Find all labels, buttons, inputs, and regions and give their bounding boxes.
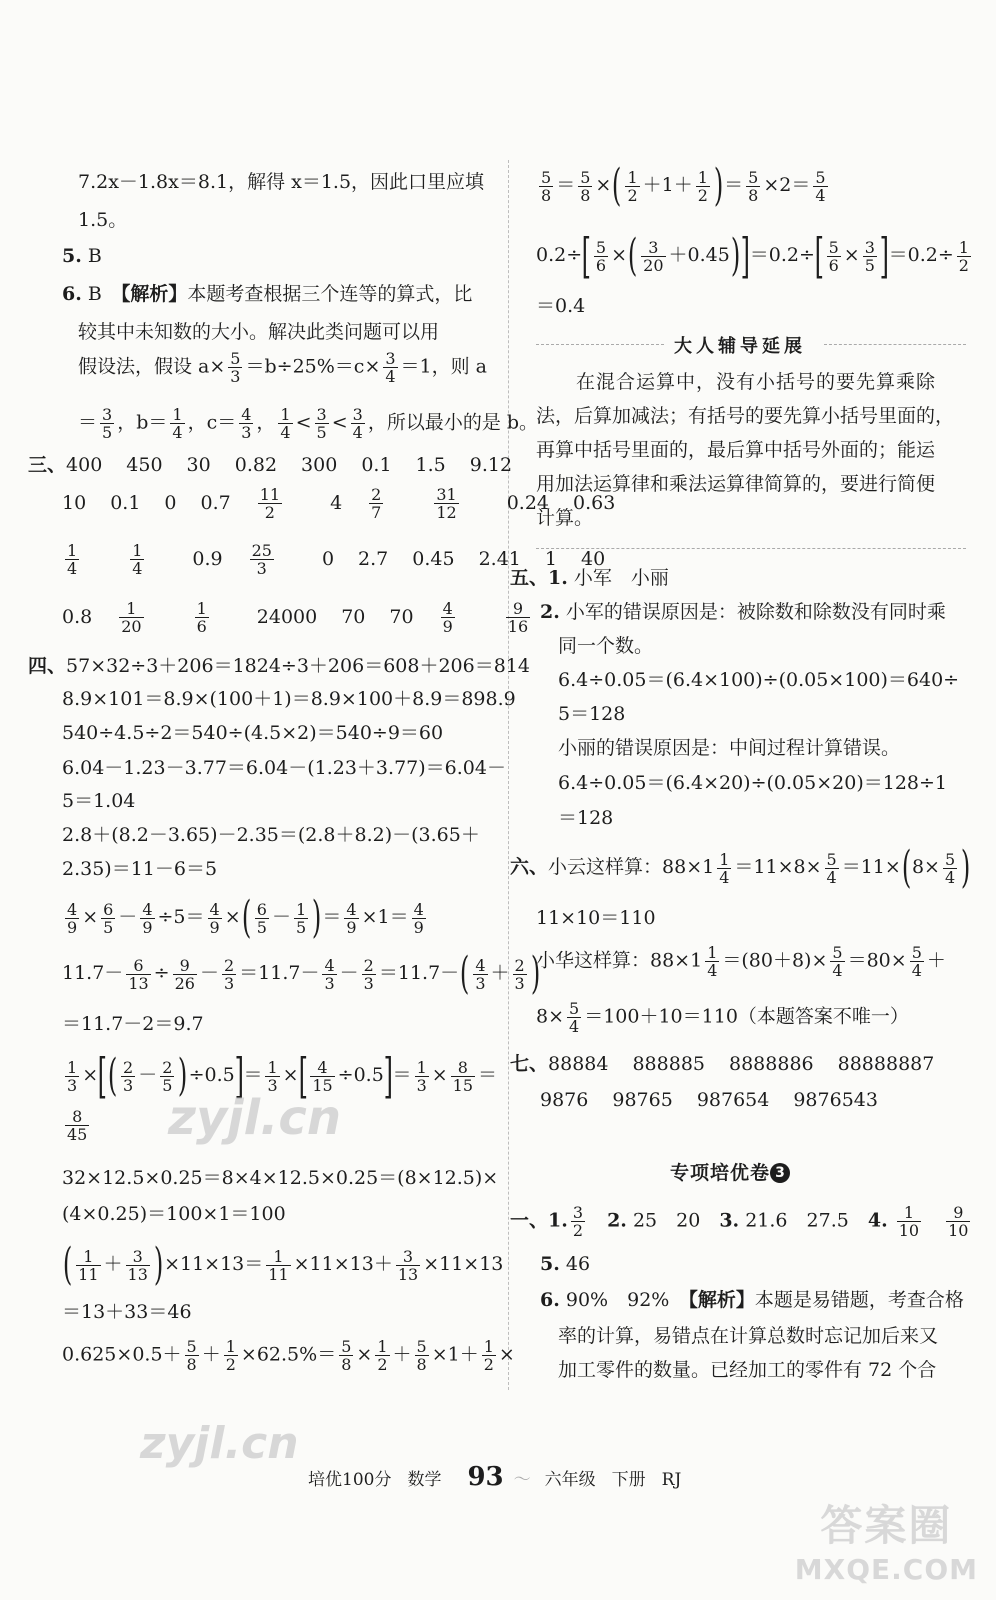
fraction: $\frac{5}{4}$ <box>911 943 922 980</box>
box-rule-right <box>824 344 966 345</box>
value: 0.24 <box>506 491 550 514</box>
fraction: $\frac{8}{45}$ <box>67 1107 88 1144</box>
analysis-text: ＝ <box>78 411 98 434</box>
fraction: $\frac{5}{4}$ <box>815 167 826 205</box>
corner-watermark-logo <box>795 1493 978 1586</box>
answer-line <box>558 736 900 760</box>
equation: 2.35)＝11－6＝5 <box>62 858 218 880</box>
fraction: $\frac{4}{3}$ <box>241 405 252 442</box>
equation-line <box>62 823 480 847</box>
section-3-row <box>62 600 578 635</box>
value: 0.1 <box>361 454 392 476</box>
fraction: $\frac{5}{6}$ <box>828 237 839 275</box>
footer-grade: 六年级 <box>544 1470 596 1490</box>
fraction: $\frac{2}{3}$ <box>514 955 525 993</box>
equation: 小华这样算：88×1 <box>536 949 703 972</box>
fraction: $\frac{31}{12}$ <box>436 485 457 522</box>
question-number: 2. <box>607 1209 627 1232</box>
footer-term: 下册 <box>611 1470 646 1490</box>
fraction-equation: ( $\frac{1}{11}$ ＋ $\frac{3}{13}$ )×11×13＝ $\frac{1}{11}$ ×11×13＋ $\frac{3}{13}$ ×11×13 <box>62 1239 504 1290</box>
answer-text: 7.2x－1.8x＝8.1，解得 x＝1.5，因此口里应填 <box>78 171 485 193</box>
equation: ＝100＋10＝110（本题答案不唯一） <box>584 1005 909 1028</box>
fraction: $\frac{1}{4}$ <box>707 943 718 980</box>
analysis-tag: 【解析】 <box>688 1289 755 1311</box>
fraction: $\frac{3}{5}$ <box>316 405 327 442</box>
value: 2.7 <box>358 547 389 570</box>
value: 1.5 <box>415 454 446 476</box>
value: 400 <box>66 454 103 476</box>
fraction: $\frac{1}{20}$ <box>121 599 142 636</box>
value: 2.41 <box>478 547 521 570</box>
fraction: $\frac{1}{11}$ <box>268 1246 289 1284</box>
value: 300 <box>301 454 338 476</box>
value: 0 <box>321 547 335 570</box>
question-number: 6. <box>540 1289 560 1311</box>
analysis-line: ＝ $\frac{3}{5}$ ，b＝ $\frac{1}{4}$ ，c＝ $\frac{4}{3}$ ， $\frac{1}{4}$ < $\frac{3}{5}$ < $\frac{3}{4}$ ，所以最小的是 b。 <box>78 405 539 442</box>
section-6-line: 六、小云这样算：88×1 $\frac{1}{4}$ ＝11×8× $\frac{5}{4}$ ＝11×(8× $\frac{5}{4}$ ) <box>510 842 971 893</box>
analysis-text: ，所以最小的是 b。 <box>367 411 539 434</box>
equation-line <box>62 857 217 881</box>
wave-icon: 〜 <box>513 1470 531 1490</box>
equation-line <box>558 806 613 830</box>
question-number: 5. <box>62 245 82 267</box>
fraction: $\frac{1}{6}$ <box>196 599 207 636</box>
question-number: 1. <box>548 567 568 589</box>
tip-line: 计算。 <box>536 507 594 529</box>
equation-line <box>536 906 656 930</box>
fraction: $\frac{6}{13}$ <box>128 955 149 993</box>
tip-line: 用加法运算律和乘法运算律简算的，要进行简便 <box>536 473 936 495</box>
fraction: $\frac{9}{26}$ <box>174 955 195 993</box>
value: 0.63 <box>573 491 616 514</box>
footer-brand: 培优100分 <box>308 1470 392 1490</box>
fraction-equation: $\frac{1}{3}$ ×[( $\frac{2}{3}$ － $\frac{2}{5}$ )÷0.5]＝ $\frac{1}{3}$ ×[ $\frac{4}{15}$ ÷0.5]＝ $\frac{1}{3}$ × $\frac{8}{15}$ ＝ <box>67 1048 498 1104</box>
fraction: $\frac{4}{3}$ <box>324 955 335 993</box>
fraction: $\frac{4}{3}$ <box>475 955 486 993</box>
equation-line <box>62 721 443 745</box>
fraction-equation: 8× $\frac{5}{4}$ ＝100＋10＝110（本题答案不唯一） <box>536 999 909 1036</box>
section-5-line <box>510 566 669 590</box>
section-7-row <box>540 1088 902 1112</box>
section-label: 五、 <box>510 567 549 589</box>
fraction: $\frac{2}{3}$ <box>223 955 235 993</box>
equation: 5＝1.04 <box>62 790 136 812</box>
fraction: $\frac{9}{16}$ <box>507 599 529 636</box>
answer-line <box>540 600 946 624</box>
answer-text: 46 <box>559 1253 591 1275</box>
value: 9876 <box>540 1089 589 1111</box>
fraction: $\frac{3}{13}$ <box>397 1246 419 1284</box>
section-number-badge: 3 <box>770 1163 790 1183</box>
question-number: 5. <box>540 1253 560 1275</box>
fraction: $\frac{5}{6}$ <box>595 237 607 275</box>
fraction: $\frac{3}{5}$ <box>102 405 113 442</box>
value: 9876543 <box>793 1089 878 1111</box>
equation-line <box>558 702 625 726</box>
fraction: $\frac{1}{3}$ <box>67 1057 78 1095</box>
value: 70 <box>389 605 414 628</box>
equation: 小云这样算：88×1 <box>548 856 715 878</box>
fraction: $\frac{5}{4}$ <box>944 849 956 887</box>
equation: 57×32÷3＋206＝1824÷3＋206＝608＋206＝814 <box>66 655 530 677</box>
fraction: $\frac{2}{5}$ <box>162 1057 173 1095</box>
analysis-text: 本题是易错题，考查合格 <box>754 1289 964 1311</box>
fraction: $\frac{1}{10}$ <box>898 1203 920 1240</box>
equation-line <box>62 756 506 780</box>
value: 4 <box>330 491 343 514</box>
equation-line <box>536 294 585 318</box>
fraction: $\frac{2}{7}$ <box>371 485 382 522</box>
fraction: $\frac{3}{2}$ <box>572 1203 584 1240</box>
answer-5 <box>62 244 102 268</box>
fraction: $\frac{5}{3}$ <box>230 349 241 386</box>
fraction: $\frac{1}{4}$ <box>719 849 730 887</box>
value: 88888887 <box>837 1053 935 1075</box>
value: 0.8 <box>62 605 93 628</box>
fraction: $\frac{5}{4}$ <box>569 999 580 1036</box>
value: 0.7 <box>200 491 231 514</box>
tip-text <box>536 506 593 530</box>
equation: 6.4÷0.05＝(6.4×100)÷(0.05×100)＝640÷ <box>558 669 960 691</box>
answer-6 <box>540 1288 964 1312</box>
fraction: $\frac{3}{13}$ <box>127 1246 148 1284</box>
fraction: $\frac{5}{8}$ <box>416 1337 427 1374</box>
fraction-equation: $\frac{4}{9}$ × $\frac{6}{5}$ － $\frac{4}{9}$ ÷5＝ $\frac{4}{9}$ ×( $\frac{6}{5}$ － $\frac{1}{5}$ )＝ $\frac{4}{9}$ ×1＝ $\frac{4}{9}$ <box>67 892 424 943</box>
fraction: $\frac{1}{3}$ <box>416 1057 427 1095</box>
section-heading-text: 专项培优卷 <box>670 1162 771 1184</box>
equation-line <box>62 789 135 813</box>
fraction: $\frac{4}{9}$ <box>413 899 424 937</box>
fraction: $\frac{4}{9}$ <box>142 899 153 937</box>
analysis-text: ＝1，则 a <box>400 355 488 378</box>
equation: 11×10＝110 <box>536 907 656 929</box>
fraction: $\frac{2}{3}$ <box>123 1057 134 1095</box>
analysis-tag: 【解析】 <box>120 283 188 305</box>
value: 98765 <box>612 1089 673 1111</box>
fraction: $\frac{4}{9}$ <box>346 899 357 937</box>
equation: ＝13＋33＝46 <box>62 1301 192 1323</box>
value: 450 <box>126 454 163 476</box>
analysis-line <box>78 320 439 344</box>
box-rule-bottom <box>536 548 966 549</box>
watermark: zyjl.cn <box>140 1418 299 1469</box>
fraction: $\frac{3}{4}$ <box>385 349 396 386</box>
tip-text <box>536 472 935 496</box>
watermark-text: MXQE.COM <box>794 1553 978 1586</box>
section-label: 七、 <box>510 1053 549 1075</box>
equation: 0.625×0.5＋ <box>62 1343 182 1366</box>
answer-line <box>78 170 484 194</box>
answer-text: 同一个数。 <box>558 635 654 657</box>
equation: ＝11.7－2＝9.7 <box>62 1013 204 1035</box>
fraction: $\frac{3}{20}$ <box>643 237 664 275</box>
fraction: $\frac{1}{2}$ <box>225 1337 236 1374</box>
section-7-row <box>510 1052 958 1076</box>
answer-text: 21.6 27.5 <box>739 1209 849 1232</box>
answer-line <box>558 634 653 658</box>
equation: ＝128 <box>558 807 614 829</box>
question-number: 1. <box>548 1209 568 1232</box>
value: 40 <box>580 547 606 570</box>
page-number: 93 <box>467 1462 504 1492</box>
fraction: $\frac{6}{5}$ <box>256 899 267 937</box>
value: 0 <box>164 491 177 514</box>
fraction: $\frac{1}{5}$ <box>296 899 307 937</box>
answer-text: 90% 92% <box>559 1289 689 1311</box>
equation-line <box>62 1300 192 1324</box>
section-label: 三、 <box>28 454 67 476</box>
watermark: zyjl.cn <box>168 1090 341 1146</box>
analysis-text: ，b＝ <box>117 411 168 434</box>
question-number: 2. <box>540 601 560 623</box>
fraction: $\frac{1}{2}$ <box>697 167 708 205</box>
section-label: 四、 <box>28 655 67 677</box>
fraction: $\frac{4}{9}$ <box>442 599 453 636</box>
answer-text: 1.5。 <box>78 209 128 231</box>
fraction: $\frac{3}{5}$ <box>864 237 875 275</box>
section-3-row <box>28 453 536 477</box>
value: 1 <box>544 547 557 570</box>
question-number: 4. <box>867 1209 888 1232</box>
answer-6 <box>62 282 472 306</box>
answer-text: 25 20 <box>626 1209 701 1232</box>
section-label: 六、 <box>510 856 549 878</box>
fraction: $\frac{1}{2}$ <box>483 1337 494 1374</box>
fraction: $\frac{1}{4}$ <box>172 405 183 442</box>
fraction-equation: 11.7－ $\frac{6}{13}$ ÷ $\frac{9}{26}$ － $\frac{2}{3}$ ＝11.7－ $\frac{4}{3}$ － $\frac{2}{3}$ ＝11.7－( $\frac{4}{3}$ ＋ $\frac{2}{3}$ ) <box>62 948 541 999</box>
equation-line <box>62 687 516 711</box>
column-divider <box>508 160 509 1390</box>
analysis-line <box>558 1324 938 1348</box>
fraction: $\frac{1}{2}$ <box>627 167 638 205</box>
answer-text: 小军的错误原因是：被除数和除数没有同时乘 <box>559 601 946 623</box>
answer-5 <box>540 1252 590 1276</box>
fraction: $\frac{1}{4}$ <box>280 405 291 442</box>
equation: 2.8＋(8.2－3.65)－2.35＝(2.8＋8.2)－(3.65＋ <box>62 824 480 846</box>
equation-line <box>62 1166 498 1190</box>
fraction-equation: $\frac{5}{8}$ ＝ $\frac{5}{8}$ ×( $\frac{1}{2}$ ＋1＋ $\frac{1}{2}$ )＝ $\frac{5}{8}$ ×2＝ $\frac{5}{4}$ <box>541 160 826 211</box>
question-number: 6. <box>62 283 82 305</box>
box-rule-left <box>536 344 664 345</box>
equation: ＝0.4 <box>536 295 586 317</box>
fraction-equation: 小华这样算：88×1 $\frac{1}{4}$ ＝(80＋8)× $\frac{5}{4}$ ＝80× $\frac{5}{4}$ ＋ <box>536 943 946 980</box>
fraction: $\frac{1}{11}$ <box>78 1246 99 1284</box>
tip-line: 法，后算加减法；有括号的要先算小括号里面的， <box>536 405 955 427</box>
fraction: $\frac{6}{5}$ <box>103 899 114 937</box>
fraction: $\frac{5}{8}$ <box>341 1337 352 1374</box>
answer-text: B <box>81 283 121 305</box>
value: 70 <box>341 605 366 628</box>
fraction: $\frac{1}{4}$ <box>67 541 78 578</box>
answer-line <box>78 208 127 232</box>
analysis-line <box>558 1358 936 1382</box>
watermark-text: 答案圈 <box>820 1501 953 1550</box>
fraction: $\frac{1}{2}$ <box>377 1337 388 1374</box>
fraction: $\frac{1}{3}$ <box>267 1057 278 1095</box>
tip-text <box>536 438 935 462</box>
fraction: $\frac{11}{2}$ <box>259 485 281 522</box>
footer-edition: RJ <box>661 1470 682 1490</box>
fraction: $\frac{5}{8}$ <box>186 1337 197 1374</box>
fraction-equation: 0.625×0.5＋ $\frac{5}{8}$ ＋ $\frac{1}{2}$ ×62.5%＝ $\frac{5}{8}$ × $\frac{1}{2}$ ＋ $\frac{5}{8}$ ×1＋ $\frac{1}{2}$ × <box>62 1337 515 1374</box>
section-1-line <box>510 1204 973 1239</box>
value: 24000 <box>256 605 318 628</box>
fraction: $\frac{1}{2}$ <box>958 237 969 275</box>
answer-text: B <box>81 245 102 267</box>
tip-box-title: 大人辅导延展 <box>674 336 806 357</box>
fraction-equation: 0.2÷[ $\frac{5}{6}$ ×( $\frac{3}{20}$ ＋0.45)]＝0.2÷[ $\frac{5}{6}$ × $\frac{3}{5}$ ]＝0.2÷ $\frac{1}{2}$ <box>536 228 969 284</box>
answer-text: 小军 小丽 <box>567 567 669 589</box>
value: 30 <box>186 454 211 476</box>
value: 88884 <box>548 1053 609 1075</box>
analysis-text: 假设法，假设 a× <box>78 355 226 378</box>
fraction: $\frac{4}{9}$ <box>209 899 220 937</box>
analysis-text: 率的计算，易错点在计算总数时忘记加后来又 <box>558 1325 939 1347</box>
tip-line: 在混合运算中，没有小括号的要先算乘除 <box>576 371 937 393</box>
analysis-text: 加工零件的数量。已经加工的零件有 72 个合 <box>558 1359 937 1381</box>
fraction: $\frac{1}{4}$ <box>132 541 143 578</box>
fraction: $\frac{5}{4}$ <box>832 943 843 980</box>
analysis-text: ，c＝ <box>187 411 237 434</box>
equation: 8.9×101＝8.9×(100＋1)＝8.9×100＋8.9＝898.9 <box>62 688 516 710</box>
fraction: $\frac{5}{8}$ <box>748 167 759 205</box>
fraction: $\frac{4}{9}$ <box>67 899 78 937</box>
fraction: $\frac{9}{10}$ <box>948 1203 969 1240</box>
fraction: $\frac{8}{15}$ <box>452 1057 474 1095</box>
question-number: 3. <box>719 1209 740 1232</box>
equation: 5＝128 <box>558 703 626 725</box>
fraction: $\frac{4}{15}$ <box>312 1057 333 1095</box>
fraction: $\frac{5}{8}$ <box>541 167 552 205</box>
footer-subject: 数学 <box>407 1470 442 1490</box>
section-label: 一、 <box>510 1209 549 1232</box>
equation: 32×12.5×0.25＝8×4×12.5×0.25＝(8×12.5)× <box>62 1167 499 1189</box>
value: 10 <box>62 491 87 514</box>
fraction: $\frac{5}{4}$ <box>826 849 837 887</box>
analysis-text: 较其中未知数的大小。解决此类问题可以用 <box>78 321 440 343</box>
equation: (4×0.25)＝100×1＝100 <box>62 1203 286 1225</box>
tip-line: 再算中括号里面的，最后算中括号外面的；能运 <box>536 439 936 461</box>
section-4-line <box>28 654 530 678</box>
value: 0.1 <box>110 491 141 514</box>
tip-text <box>536 404 954 428</box>
tip-text <box>576 370 936 394</box>
fraction-result <box>62 1108 92 1143</box>
value: 0.45 <box>412 547 455 570</box>
fraction: $\frac{3}{4}$ <box>352 405 363 442</box>
value: 0.9 <box>192 547 223 570</box>
equation: 6.4÷0.05＝(6.4×20)÷(0.05×20)＝128÷1 <box>558 772 947 794</box>
value: 987654 <box>696 1089 770 1111</box>
equation-line <box>558 771 947 795</box>
analysis-line <box>78 350 487 385</box>
value: 9.12 <box>469 454 513 476</box>
analysis-text: 本题考查根据三个连等的算式，比 <box>187 283 473 305</box>
analysis-text: ＝b÷25%＝c× <box>245 355 381 378</box>
value: 8888886 <box>729 1053 814 1075</box>
equation: 6.04－1.23－3.77＝6.04－(1.23＋3.77)＝6.04－ <box>62 757 506 779</box>
equation-line <box>558 668 959 692</box>
fraction: $\frac{5}{8}$ <box>580 167 591 205</box>
value: 888885 <box>632 1053 705 1075</box>
page-footer <box>308 1462 697 1492</box>
equation-line <box>62 1012 204 1036</box>
fraction: $\frac{2}{3}$ <box>363 955 374 993</box>
answer-text: 小丽的错误原因是：中间过程计算错误。 <box>558 737 901 759</box>
value: 0.82 <box>234 454 278 476</box>
fraction: $\frac{25}{3}$ <box>251 541 272 578</box>
section-heading <box>670 1158 790 1185</box>
equation: 540÷4.5÷2＝540÷(4.5×2)＝540÷9＝60 <box>62 722 444 744</box>
equation-line <box>62 1202 286 1226</box>
